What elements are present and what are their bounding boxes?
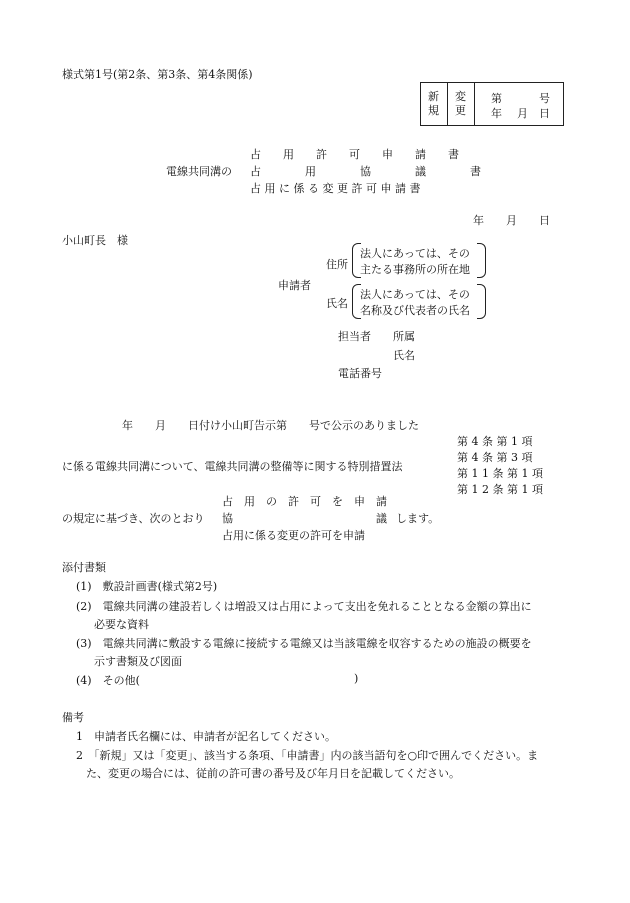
department-label: 所属 [393, 330, 415, 343]
title-option-permit: 占 用 許 可 申 請 書 [250, 148, 459, 161]
title-option-consult: 占 用 協 議 書 [250, 165, 481, 178]
remark-2: 2 「新規」又は「変更」、該当する条項、「申請書」内の該当語句を○印で囲んでください。ま [76, 749, 539, 762]
body-option-permit: 占 用 の 許 可 を 申 請 [222, 495, 387, 508]
article-4: 第 1 2 条 第 1 項 [457, 483, 543, 496]
article-2: 第 4 条 第 3 項 [457, 451, 533, 464]
change-label-1: 変 [455, 90, 466, 103]
body-line-3-prefix: の規定に基づき、次のとおり [62, 512, 205, 525]
body-suffix: します。 [396, 512, 440, 525]
applicant-label: 申請者 [278, 279, 311, 292]
article-3: 第 1 1 条 第 1 項 [457, 467, 543, 480]
title-option-change: 占 用 に 係 る 変 更 許 可 申 請 書 [250, 182, 421, 195]
application-date: 年 月 日 [473, 214, 550, 227]
remark-2-cont: た、変更の場合には、従前の許可書の番号及び年月日を記載してください。 [86, 767, 460, 780]
body-line-2: に係る電線共同溝について、電線共同溝の整備等に関する特別措置法 [62, 460, 403, 473]
attachment-3-cont: 示す書類及び図面 [94, 655, 182, 668]
remark-1: 1 申請者氏名欄には、申請者が記名してください。 [76, 730, 336, 743]
address-note-1: 法人にあっては、その [360, 247, 470, 260]
new-label-2: 規 [428, 104, 439, 117]
form-number: 様式第1号(第2条、第3条、第4条関係) [62, 68, 253, 81]
addressee: 小山町長 様 [62, 234, 128, 247]
body-line-1: 年 月 日付け小山町告示第 号で公示のありました [122, 419, 419, 432]
box-month: 月 [517, 107, 528, 120]
attachment-2-cont: 必要な資料 [94, 618, 149, 631]
name-note-2: 名称及び代表者の氏名 [360, 304, 470, 317]
change-cell [448, 83, 475, 125]
title-prefix: 電線共同溝の [166, 165, 232, 178]
application-type-box [420, 82, 564, 126]
new-label-1: 新 [428, 90, 439, 103]
address-label: 住所 [326, 258, 348, 271]
box-year: 年 [491, 107, 502, 120]
attachment-3: (3) 電線共同溝に敷設する電線に接続する電線又は当該電線を収容するための施設の概要を [76, 637, 532, 650]
attachment-4: (4) その他( [76, 674, 140, 687]
contact-label: 担当者 [338, 330, 371, 343]
box-day: 日 [539, 107, 550, 120]
number-prefix: 第 [491, 92, 502, 105]
name-label: 氏名 [326, 297, 348, 310]
change-label-2: 更 [455, 104, 466, 117]
phone-label: 電話番号 [338, 367, 382, 380]
attachment-2: (2) 電線共同溝の建設若しくは増設又は占用によって支出を免れることとなる金額の算出に [76, 600, 532, 613]
attachment-1: (1) 敷設計画書(様式第2号) [76, 580, 218, 593]
remarks-heading: 備考 [62, 711, 84, 724]
attachments-heading: 添付書類 [62, 561, 106, 574]
address-note-2: 主たる事務所の所在地 [360, 263, 470, 276]
contact-name-label: 氏名 [393, 349, 415, 362]
attachment-4-close: ) [354, 672, 359, 685]
name-note-1: 法人にあっては、その [360, 288, 470, 301]
body-option-consult-a: 協 [222, 512, 233, 525]
number-suffix: 号 [539, 92, 550, 105]
body-option-consult-b: 議 [376, 512, 387, 525]
article-1: 第 4 条 第 1 項 [457, 435, 533, 448]
body-option-change: 占用に係る変更の許可を申請 [222, 529, 365, 542]
new-cell [421, 83, 448, 125]
